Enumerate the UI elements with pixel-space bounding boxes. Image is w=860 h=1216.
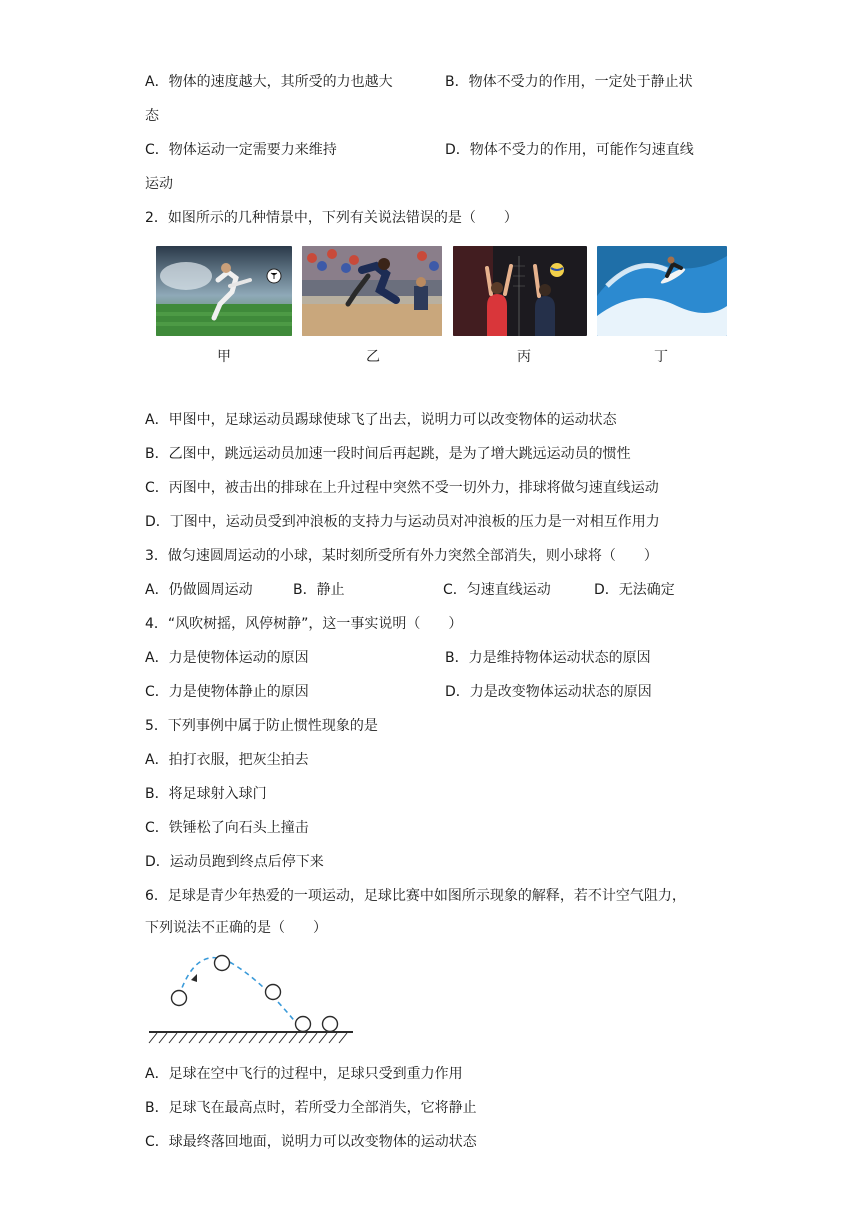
q6-stem-line1: 6．足球是青少年热爱的一项运动，足球比赛中如图所示现象的解释，若不计空气阻力， (145, 888, 686, 904)
q2-stem: 2．如图所示的几种情景中，下列有关说法错误的是（ ） (145, 210, 518, 226)
q4-option-d: D．力是改变物体运动状态的原因 (445, 684, 652, 700)
q3-option-b: B．静止 (293, 582, 345, 598)
ball-trajectory-diagram (145, 950, 360, 1050)
q3-stem: 3．做匀速圆周运动的小球，某时刻所受所有外力突然全部消失，则小球将（ ） (145, 548, 658, 564)
q5-option-c: C．铁锤松了向石头上撞击 (145, 820, 309, 836)
q3-option-a: A．仍做圆周运动 (145, 582, 253, 598)
caption-yi: 乙 (366, 349, 380, 365)
caption-ding: 丁 (654, 349, 668, 365)
q5-option-a: A．拍打衣服，把灰尘拍去 (145, 752, 309, 768)
q2-option-b: B．乙图中，跳远运动员加速一段时间后再起跳，是为了增大跳远运动员的惯性 (145, 446, 631, 462)
q1-option-b: B．物体不受力的作用，一定处于静止状 (445, 74, 693, 90)
q4-option-c: C．力是使物体静止的原因 (145, 684, 309, 700)
q1-option-d: D．物体不受力的作用，可能作匀速直线 (445, 142, 694, 158)
q4-stem: 4．“风吹树摇，风停树静”，这一事实说明（ ） (145, 616, 463, 632)
photo-soccer-kick (156, 246, 292, 336)
q5-option-b: B．将足球射入球门 (145, 786, 267, 802)
q3-option-c: C．匀速直线运动 (443, 582, 551, 598)
caption-bing: 丙 (517, 349, 531, 365)
q4-option-a: A．力是使物体运动的原因 (145, 650, 309, 666)
q5-stem: 5．下列事例中属于防止惯性现象的是 (145, 718, 378, 734)
q2-option-a: A．甲图中，足球运动员踢球使球飞了出去，说明力可以改变物体的运动状态 (145, 412, 617, 428)
q2-option-d: D．丁图中，运动员受到冲浪板的支持力与运动员对冲浪板的压力是一对相互作用力 (145, 514, 660, 530)
q6-option-c: C．球最终落回地面，说明力可以改变物体的运动状态 (145, 1134, 477, 1150)
q6-stem-line2: 下列说法不正确的是（ ） (145, 920, 327, 936)
q1-option-c: C．物体运动一定需要力来维持 (145, 142, 337, 158)
q6-option-a: A．足球在空中飞行的过程中，足球只受到重力作用 (145, 1066, 463, 1082)
photo-long-jump (302, 246, 442, 336)
q3-option-d: D．无法确定 (594, 582, 675, 598)
photo-surfing (597, 246, 727, 336)
q2-option-c: C．丙图中，被击出的排球在上升过程中突然不受一切外力，排球将做匀速直线运动 (145, 480, 659, 496)
q4-option-b: B．力是维持物体运动状态的原因 (445, 650, 651, 666)
q1-option-a: A．物体的速度越大，其所受的力也越大 (145, 74, 393, 90)
caption-jia: 甲 (217, 349, 231, 365)
photo-volleyball (453, 246, 587, 336)
q1-option-d-tail: 运动 (145, 176, 173, 192)
q6-option-b: B．足球飞在最高点时，若所受力全部消失，它将静止 (145, 1100, 477, 1116)
q1-option-b-tail: 态 (145, 108, 159, 124)
q5-option-d: D．运动员跑到终点后停下来 (145, 854, 324, 870)
